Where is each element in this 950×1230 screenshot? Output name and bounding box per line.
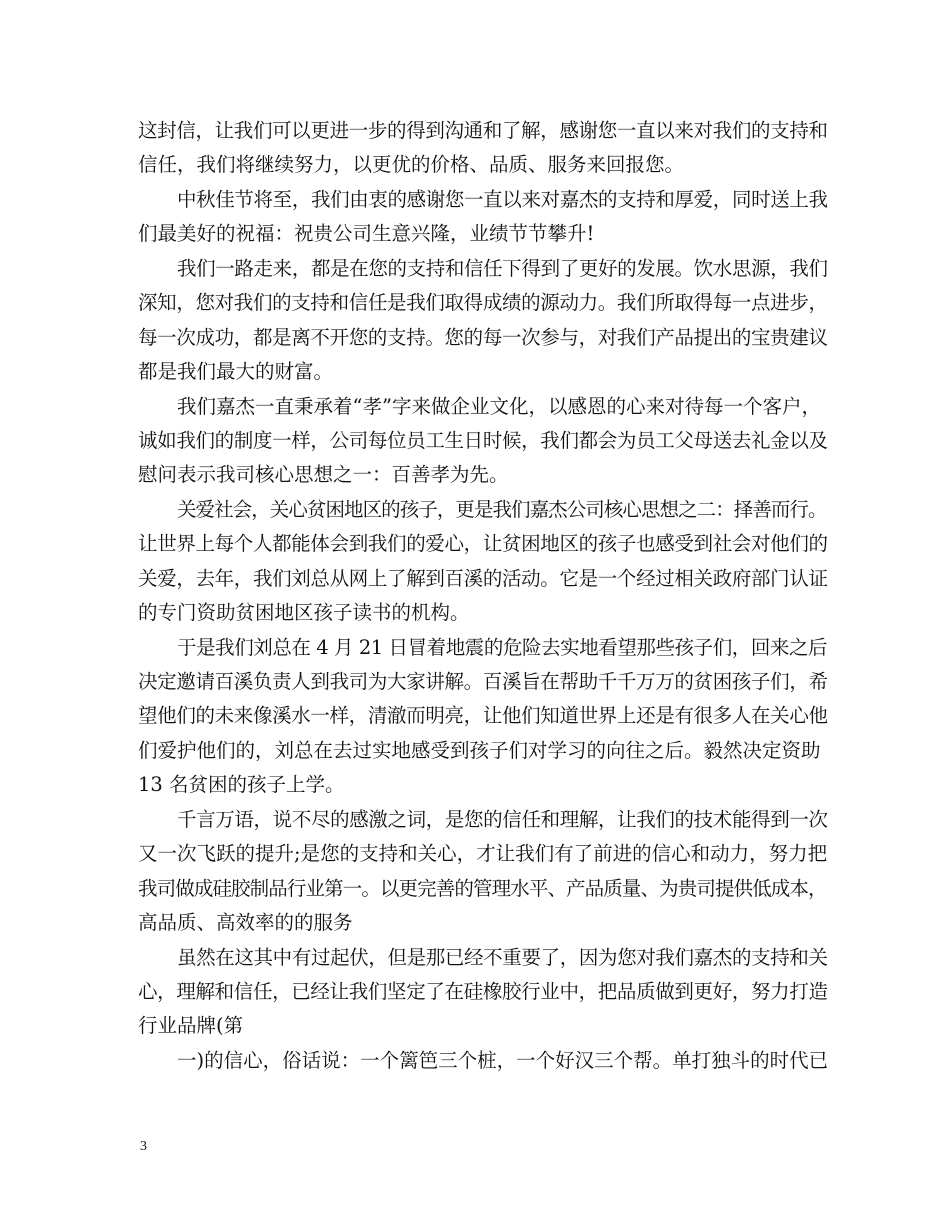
text-line: 都是我们最大的财富。 — [138, 360, 334, 384]
text-line: 心，理解和信任，已经让我们坚定了在硅橡胶行业中，把品质做到更好，努力打造 — [138, 979, 828, 1003]
text-line: 关爱社会，关心贫困地区的孩子，更是我们嘉杰公司核心思想之二：择善而行。 — [177, 497, 827, 521]
body-text — [138, 114, 828, 1078]
text-line: 让世界上每个人都能体会到我们的爱心，让贫困地区的孩子也感受到社会对他们的 — [138, 532, 828, 556]
text-line: 的专门资助贫困地区孩子读书的机构。 — [138, 601, 470, 625]
text-line: 深知，您对我们的支持和信任是我们取得成绩的源动力。我们所取得每一点进步， — [138, 291, 828, 315]
text-line: 我司做成硅胶制品行业第一。以更完善的管理水平、产品质量、为贵司提供低成本， — [138, 876, 827, 900]
text-line: 关爱，去年，我们刘总从网上了解到百溪的活动。它是一个经过相关政府部门认证 — [138, 566, 828, 590]
text-line: 一)的信心，俗话说：一个篱笆三个桩，一个好汉三个帮。单打独斗的时代已 — [177, 1048, 829, 1072]
text-line: 又一次飞跃的提升;是您的支持和关心，才让我们有了前进的信心和动力，努力把 — [138, 842, 828, 866]
text-line: 高品质、高效率的的服务 — [138, 911, 353, 935]
text-line: 行业品牌(第 — [138, 1014, 244, 1038]
text-line: 虽然在这其中有过起伏，但是那已经不重要了，因为您对我们嘉杰的支持和关 — [177, 945, 828, 969]
text-line: 们最美好的祝福：祝贵公司生意兴隆，业绩节节攀升! — [138, 222, 595, 246]
text-line: 信任，我们将继续努力，以更优的价格、品质、服务来回报您。 — [138, 153, 685, 177]
text-line: 决定邀请百溪负责人到我司为大家讲解。百溪旨在帮助千千万万的贫困孩子们，希 — [138, 670, 828, 693]
text-line: 我们一路走来，都是在您的支持和信任下得到了更好的发展。饮水思源，我们 — [177, 256, 828, 280]
text-line: 千言万语，说不尽的感激之词，是您的信任和理解，让我们的技术能得到一次 — [177, 807, 828, 831]
text-line: 慰问表示我司核心思想之一：百善孝为先。 — [138, 463, 509, 487]
text-line: 我们嘉杰一直秉承着“孝”字来做企业文化，以感恩的心来对待每一个客户， — [177, 394, 821, 418]
text-line: 望他们的未来像溪水一样，清澈而明亮，让他们知道世界上还是有很多人在关心他 — [138, 704, 828, 728]
text-line: 每一次成功，都是离不开您的支持。您的每一次参与，对我们产品提出的宝贵建议 — [138, 325, 828, 349]
text-line: 们爱护他们的，刘总在去过实地感受到孩子们对学习的向往之后。毅然决定资助 — [138, 738, 821, 762]
page-number: 3 — [140, 1139, 147, 1154]
text-line: 13 名贫困的孩子上学。 — [138, 773, 345, 797]
text-line: 这封信，让我们可以更进一步的得到沟通和了解，感谢您一直以来对我们的支持和 — [138, 119, 828, 142]
text-line: 中秋佳节将至，我们由衷的感谢您一直以来对嘉杰的支持和厚爱，同时送上我 — [177, 187, 828, 211]
text-line: 诚如我们的制度一样，公司每位员工生日时候，我们都会为员工父母送去礼金以及 — [138, 428, 828, 452]
text-line: 于是我们刘总在 4 月 21 日冒着地震的危险去实地看望那些孩子们，回来之后 — [177, 635, 828, 659]
